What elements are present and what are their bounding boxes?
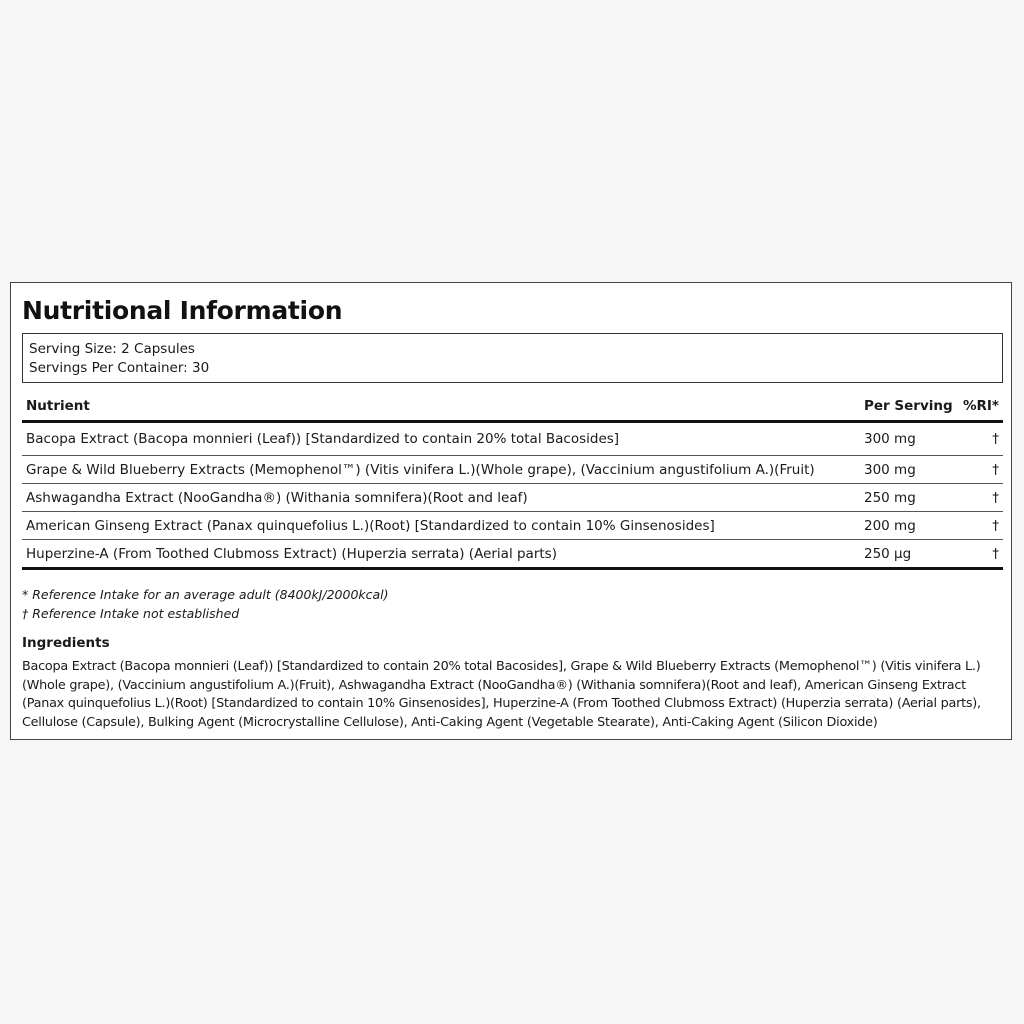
servings-per-container: Servings Per Container: 30 (29, 360, 210, 376)
table-header-row (22, 393, 1003, 423)
nutrient-amount: 250 µg (864, 546, 912, 562)
header-ri: %RI* (962, 398, 999, 414)
nutrient-table (22, 393, 1003, 570)
nutrient-name: Grape & Wild Blueberry Extracts (Memophenol™) (Vitis vinifera L.)(Whole grape), (Vaccinium angustifolium A.)(Fruit) (26, 462, 815, 478)
nutrient-amount: 200 mg (864, 518, 916, 534)
footnote-reference-intake: * Reference Intake for an average adult (8400kJ/2000kcal) (22, 587, 389, 602)
table-row (22, 456, 1003, 484)
ingredients-heading: Ingredients (22, 635, 110, 651)
serving-size: Serving Size: 2 Capsules (29, 341, 195, 357)
header-per-serving: Per Serving (864, 398, 953, 414)
nutrient-name: American Ginseng Extract (Panax quinquefolius L.)(Root) [Standardized to contain 10% Ginsenosides] (26, 518, 715, 534)
serving-info-box (22, 333, 1003, 383)
nutrient-amount: 300 mg (864, 462, 916, 478)
ingredients-text: Bacopa Extract (Bacopa monnieri (Leaf)) [Standardized to contain 20% total Bacosides], Grape & Wild Blueberry Extracts (Memophenol™) (Vitis vinifera L.) (Whole grape), (Vaccinium angustifolium A.)(Fruit), Ashwagandha Extract (NooGandha®) (Withania somnifera)(Root and leaf), American Ginseng Extract (Panax quinquefolius L.)(Root) [Standardized to contain 10% Ginsenosides], Huperzine-A (From Toothed Clubmoss Extract) (Huperzia serrata) (Aerial parts), Cellulose (Capsule), Bulking Agent (Microcrystalline Cellulose), Anti-Caking Agent (Vegetable Stearate), Anti-Caking Agent (Silicon Dioxide) (22, 659, 981, 730)
nutrient-ri: † (992, 431, 999, 447)
nutrient-name: Ashwagandha Extract (NooGandha®) (Withania somnifera)(Root and leaf) (26, 490, 528, 506)
nutrient-amount: 300 mg (864, 431, 916, 447)
nutrient-name: Bacopa Extract (Bacopa monnieri (Leaf)) [Standardized to contain 20% total Bacosides] (26, 431, 620, 447)
page-title: Nutritional Information (22, 296, 343, 325)
nutrient-ri: † (992, 462, 999, 478)
table-row (22, 423, 1003, 456)
table-body (22, 423, 1003, 570)
nutrient-amount: 250 mg (864, 490, 916, 506)
table-row (22, 540, 1003, 570)
header-nutrient: Nutrient (26, 398, 90, 414)
table-row (22, 512, 1003, 540)
footnotes (22, 585, 389, 623)
nutrient-ri: † (992, 490, 999, 506)
table-row (22, 484, 1003, 512)
nutrition-panel (10, 282, 1012, 740)
nutrient-ri: † (992, 546, 999, 562)
nutrient-name: Huperzine-A (From Toothed Clubmoss Extract) (Huperzia serrata) (Aerial parts) (26, 546, 557, 562)
footnote-not-established: † Reference Intake not established (22, 606, 240, 621)
nutrient-ri: † (992, 518, 999, 534)
